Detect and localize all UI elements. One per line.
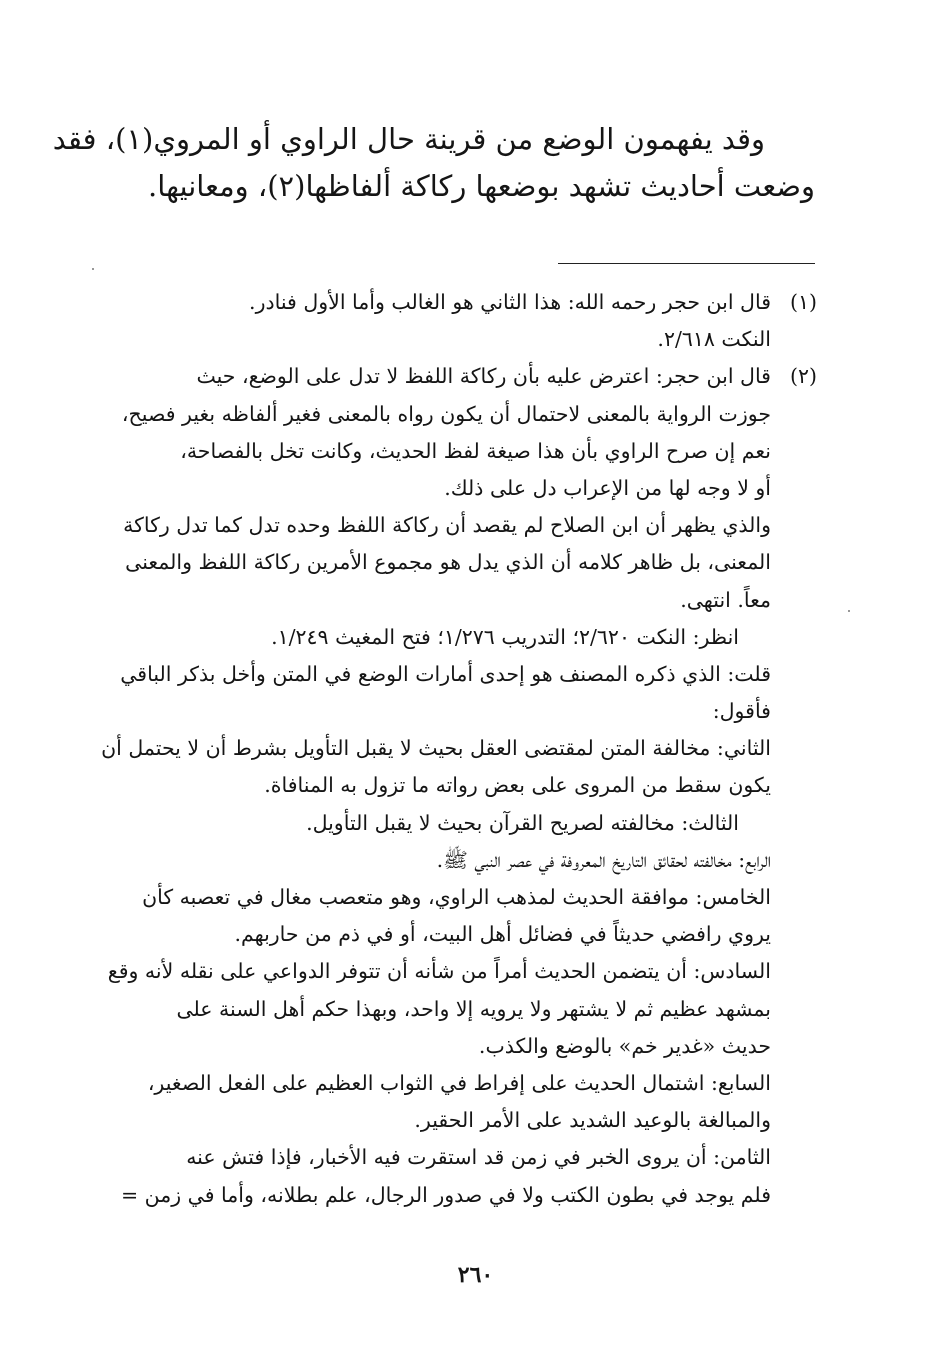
page-number: ٢٦٠	[457, 1262, 494, 1288]
footnote-1-line	[112, 284, 817, 321]
main-text-line: وضعت أحاديث تشهد بوضعها ركاكة ألفاظها(٢)، ومعانيها.	[148, 169, 815, 203]
footnote-2-number: (٢)	[789, 364, 817, 389]
footnote-2-reference: انظر: النكت ٢/٦٢٠؛ التدريب ١/٢٧٦؛ فتح المغيث ١/٢٤٩.	[271, 624, 739, 649]
footnote-2-line: والمبالغة بالوعيد الشديد على الأمر الحقير.	[414, 1108, 771, 1133]
margin-speck	[92, 268, 94, 270]
footnote-separator	[558, 263, 815, 264]
footnote-2-line: يكون سقط من المروى على بعض رواته ما تزول به المنافاة.	[264, 773, 771, 798]
footnote-2-line: السابع: اشتمال الحديث على إفراط في الثواب العظيم على الفعل الصغير،	[147, 1070, 771, 1095]
footnote-2-line: الثاني: مخالفة المتن لمقتضى العقل بحيث لا يقبل التأويل بشرط أن لا يحتمل أن	[101, 736, 771, 761]
footnote-2-line: معاً. انتهى.	[680, 587, 771, 612]
footnote-2-text: قال ابن حجر: اعترض عليه بأن ركاكة اللفظ لا تدل على الوضع، حيث	[196, 364, 771, 389]
footnote-2-line: الرابع: مخالفته لحقائق التاريخ المعروفة في عصر النبي ﷺ.	[436, 847, 771, 872]
footnote-2-line: نعم إن صرح الراوي بأن هذا صيغة لفظ الحديث، وكانت تخل بالفصاحة،	[180, 438, 771, 463]
footnotes	[101, 284, 817, 1214]
footnote-2-line: السادس: أن يتضمن الحديث أمراً من شأنه أن تتوفر الدواعي على نقله لأنه وقع	[107, 959, 771, 984]
footnote-2-line: بمشهد عظيم ثم لا يشتهر ولا يرويه إلا واحد، وبهذا حكم أهل السنة على	[176, 996, 771, 1021]
footnote-2-line: حديث «غدير خم» بالوضع والكذب.	[478, 1033, 771, 1058]
footnote-1-number: (١)	[789, 290, 817, 314]
main-text-line: وقد يفهمون الوضع من قرينة حال الراوي أو المروي(١)، فقد	[52, 122, 765, 156]
footnote-2-line: أو لا وجه لها من الإعراب دل على ذلك.	[444, 475, 771, 500]
footnote-2-line: فلم يوجد في بطون الكتب ولا في صدور الرجال، علم بطلانه، وأما في زمن =	[120, 1182, 771, 1207]
footnote-2-line: يروي رافضي حديثاً في فضائل أهل البيت، أو في ذم من حاربهم.	[234, 922, 771, 947]
footnote-1-line: النكت ٢/٦١٨.	[657, 327, 771, 352]
margin-speck	[848, 610, 850, 612]
footnote-2-line: الخامس: موافقة الحديث لمذهب الراوي، وهو متعصب مغال في تعصبه كأن	[142, 885, 771, 909]
footnote-2-line: والذي يظهر أن ابن الصلاح لم يقصد أن ركاكة اللفظ وحده تدل كما تدل ركاكة	[123, 513, 771, 538]
footnote-2-line: المعنى، بل ظاهر كلامه أن الذي يدل هو مجموع الأمرين ركاكة اللفظ والمعنى	[125, 550, 771, 575]
main-text	[52, 116, 815, 210]
footnote-2-line: قلت: الذي ذكره المصنف هو إحدى أمارات الوضع في المتن وأخل بذكر الباقي	[120, 661, 771, 686]
footnote-2-line: جوزت الرواية بالمعنى لاحتمال أن يكون رواه بالمعنى فغير ألفاظه بغير فصيح،	[121, 401, 771, 426]
footnote-2-line: الثالث: مخالفته لصريح القرآن بحيث لا يقبل التأويل.	[306, 810, 739, 835]
footnote-2-line: فأقول:	[712, 699, 771, 724]
footnote-1-text: قال ابن حجر رحمه الله: هذا الثاني هو الغالب وأما الأول فنادر.	[249, 290, 771, 314]
footnote-2-line	[112, 358, 817, 395]
footnote-2-line: الثامن: أن يروى الخبر في زمن قد استقرت فيه الأخبار، فإذا فتش عنه	[186, 1145, 771, 1170]
